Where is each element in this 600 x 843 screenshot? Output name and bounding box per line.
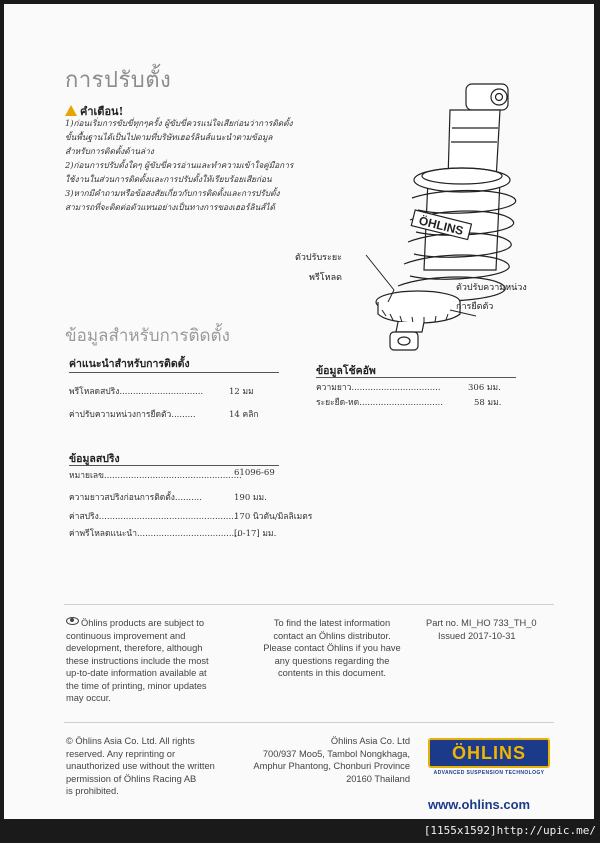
update-notice (66, 617, 209, 705)
callout-line: พรีโหลด (309, 273, 342, 283)
page-title: การปรับตั้ง (65, 68, 172, 93)
spring-data-heading: ข้อมูลสปริง (69, 453, 120, 465)
copyright-line: unauthorized use without the written (66, 761, 215, 771)
ohlins-logo: ÖHLINS (428, 738, 550, 768)
contact-line: contents in this document. (277, 668, 386, 678)
contact-line: Please contact Öhlins if you have (263, 643, 401, 653)
warning-line: สามารถที่จะติดต่อตัวแทนอย่างเป็นทางการของเฮอร์ลินส์ได้ (65, 202, 275, 212)
spec-row (69, 509, 369, 521)
warning-text (65, 116, 305, 214)
spec-value: 306 มม. (468, 383, 501, 393)
copyright-line: permission of Öhlins Racing AB (66, 773, 197, 784)
callout-line: ตัวปรับระยะ (295, 253, 342, 263)
address-line: Amphur Phantong, Chonburi Province (253, 761, 410, 771)
divider (316, 377, 516, 378)
spec-row (69, 526, 369, 538)
document-page (4, 4, 594, 819)
spec-label: ค่าปรับความหน่วงการยืดตัว......... (69, 410, 196, 420)
warning-triangle-icon (65, 105, 77, 116)
spec-label: ระยะยืด-หด............................... (316, 398, 443, 408)
spec-value: 190 มม. (234, 493, 267, 503)
contact-line: contact an Öhlins distributor. (273, 630, 391, 641)
spec-row (316, 395, 516, 407)
watermark: [1155x1592]http://upic.me/ (423, 824, 596, 837)
warning-line: 2)ก่อนการปรับตั้งใดๆ ผู้ขับขี่ควรอ่านและทำความเข้าใจคู่มือการ (65, 160, 294, 170)
footer-divider (64, 604, 554, 605)
warning-line: ใช้งานในส่วนการติดตั้งและการปรับตั้งให้เรียบร้อยเสียก่อน (65, 174, 272, 184)
spec-label: ค่าสปริง................................................... (69, 512, 237, 522)
copyright-notice (66, 735, 215, 798)
spec-value: 58 มม. (474, 398, 502, 408)
notice-line: up-to-date information available at (66, 668, 207, 678)
issue-date: Issued 2017-10-31 (438, 630, 516, 641)
warning-line: 3)หากมีคำถามหรือข้อสงสัยเกี่ยวกับการติดตั้งและการปรับตั้ง (65, 188, 280, 198)
company-address (244, 735, 410, 785)
spec-label: ค่าพรีโหลดแนะนำ...................................... (69, 529, 240, 539)
part-info (426, 617, 537, 642)
notice-line: may occur. (66, 693, 111, 703)
shock-data-heading: ข้อมูลโช้คอัพ (316, 365, 376, 377)
notice-line: the time of printing, minor updates (66, 680, 207, 691)
spec-row (69, 384, 279, 396)
install-section-title: ข้อมูลสำหรับการติดตั้ง (65, 326, 230, 346)
spec-row (69, 490, 369, 502)
contact-line: To find the latest information (273, 618, 391, 628)
spec-value: 170 นิวตัน/มิลลิเมตร (234, 512, 313, 522)
spec-label: พรีโหลดสปริง............................... (69, 387, 204, 397)
address-line: Öhlins Asia Co. Ltd (330, 736, 410, 746)
copyright-line: © Öhlins Asia Co. Ltd. All rights (66, 736, 195, 746)
preload-adjuster-callout (295, 250, 342, 284)
spec-value: 12 มม (229, 387, 254, 397)
copyright-line: is prohibited. (66, 786, 119, 796)
spring-brand-text: ÖHLINS (417, 213, 465, 239)
contact-line: any questions regarding the (274, 655, 390, 666)
callout-line: ตัวปรับความหน่วง (456, 283, 527, 293)
logo-tagline: ADVANCED SUSPENSION TECHNOLOGY (433, 770, 545, 776)
spec-value: 14 คลิก (229, 410, 259, 420)
rebound-adjuster-callout (456, 280, 527, 313)
spec-row (69, 468, 369, 480)
copyright-line: reserved. Any reprinting or (66, 748, 176, 759)
contact-notice (252, 617, 412, 680)
divider (69, 465, 279, 466)
part-number: Part no. MI_HO 733_TH_0 (426, 618, 537, 628)
notice-line: continuous improvement and (66, 630, 186, 641)
footer-divider (64, 722, 554, 723)
warning-line: ขั้นพื้นฐานได้เป็นไปตามที่บริษัทเฮอร์ลินส์แนะนำตามข้อมูล (65, 132, 273, 142)
divider (69, 372, 279, 373)
warning-line: สำหรับการติดตั้งด้านล่าง (65, 146, 154, 156)
website-link[interactable]: www.ohlins.com (428, 797, 531, 812)
shock-absorber-diagram (300, 70, 540, 370)
callout-line: การยืดตัว (456, 302, 494, 312)
spec-label: ความยาว................................. (316, 383, 441, 393)
spec-label: หมายเลข................................................... (69, 471, 242, 481)
address-line: 700/937 Moo5, Tambol Nongkhaga, (262, 748, 410, 759)
spec-value: 61096-69 (234, 468, 275, 478)
spec-row (69, 407, 279, 419)
notice-line: these instructions include the most (66, 655, 209, 666)
notice-line: Öhlins products are subject to (81, 618, 204, 628)
spec-label: ความยาวสปริงก่อนการติดตั้ง.......... (69, 493, 202, 503)
spec-value: [0-17] มม. (234, 529, 277, 539)
eye-icon (66, 617, 79, 625)
recommend-heading: ค่าแนะนำสำหรับการติดตั้ง (69, 358, 190, 370)
notice-line: development, therefore, although (66, 643, 203, 653)
spec-row (316, 380, 516, 392)
address-line: 20160 Thailand (346, 773, 410, 784)
warning-line: 1)ก่อนเริ่มการขับขี่ทุกๆครั้ง ผู้ขับขี่ควรแน่ใจเสียก่อนว่าการติดตั้ง (65, 118, 293, 128)
warning-heading: คำเตือน! (65, 102, 123, 120)
